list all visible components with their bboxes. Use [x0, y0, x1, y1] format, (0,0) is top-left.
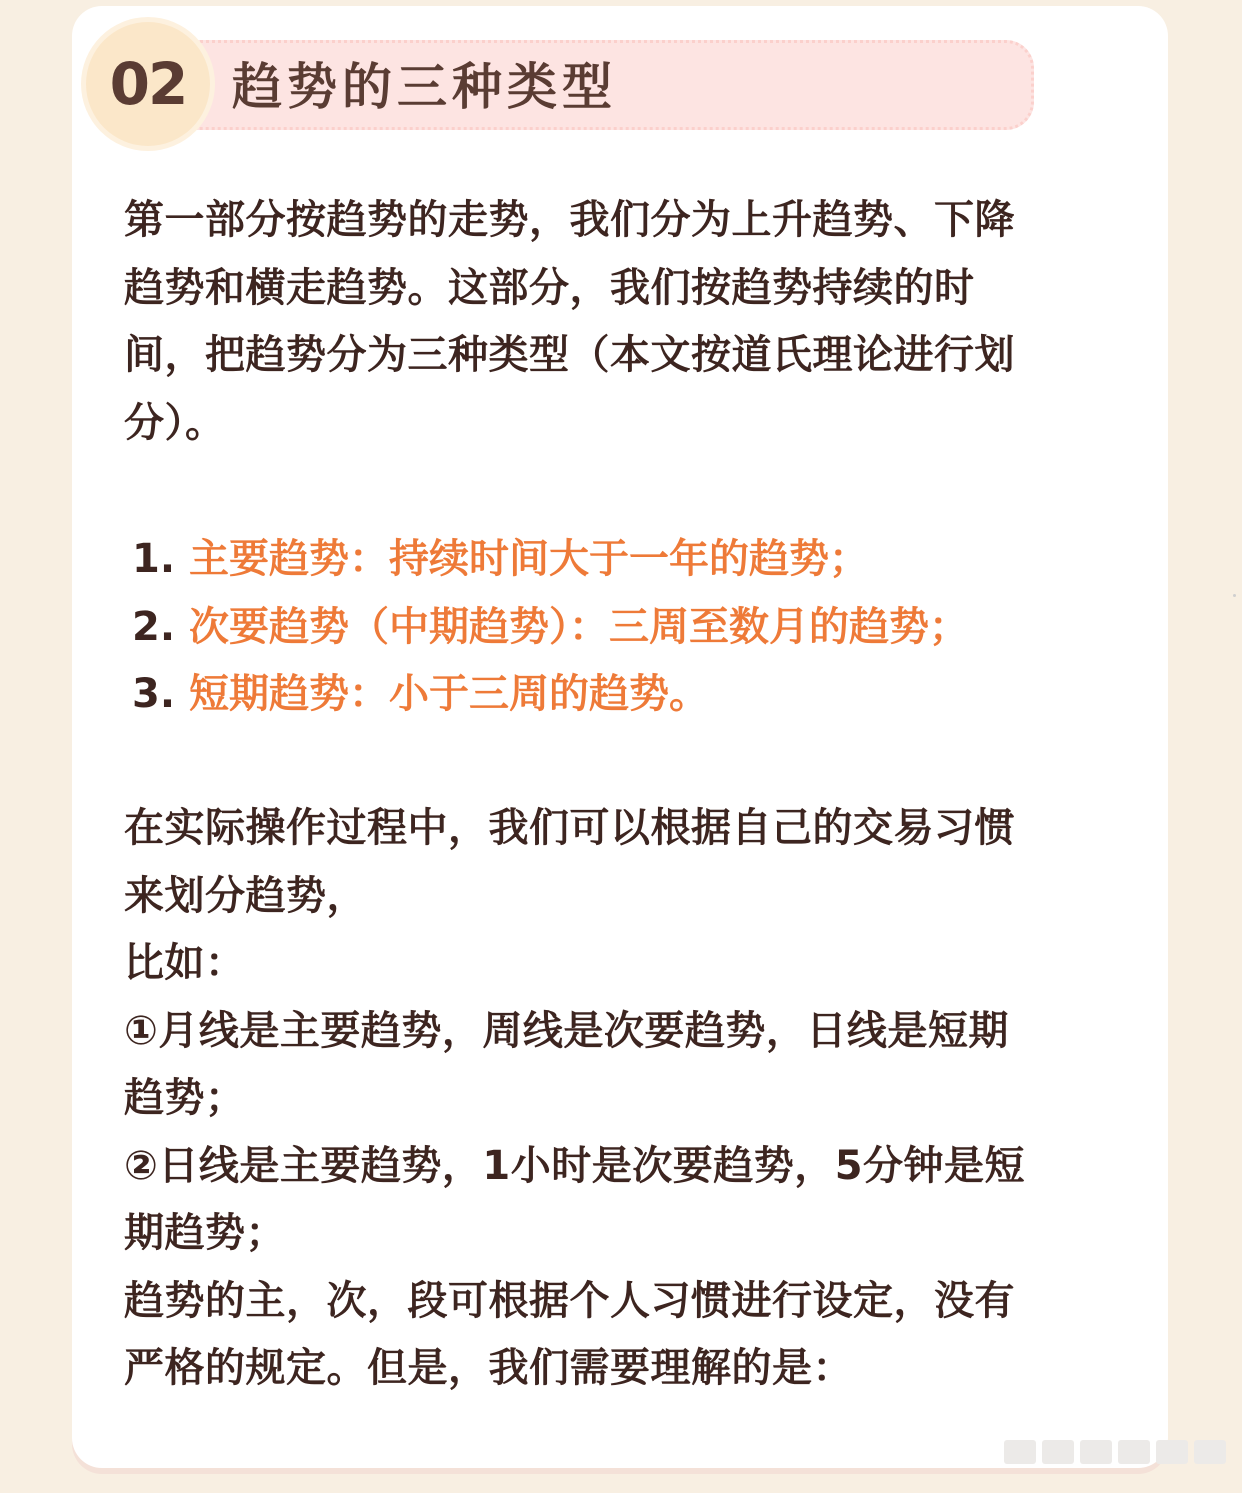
list-item-number: 1. [132, 536, 176, 582]
practice-line: 期趋势； [124, 1210, 286, 1256]
list-item-text: 短期趋势：小于三周的趋势。 [188, 671, 709, 717]
practice-line: 严格的规定。但是，我们需要理解的是： [124, 1345, 853, 1391]
trend-type-list [132, 526, 1132, 729]
practice-line: 趋势的主，次，段可根据个人习惯进行设定，没有 [124, 1277, 1015, 1324]
list-item-text: 次要趋势（中期趋势）：三周至数月的趋势； [188, 603, 969, 650]
intro-line: 第一部分按趋势的走势，我们分为上升趋势、下降 [124, 197, 1015, 243]
practice-line: 来划分趋势， [124, 872, 367, 919]
edge-dot [1233, 594, 1236, 597]
practice-paragraph [124, 795, 1124, 1403]
intro-line: 趋势和横走趋势。这部分，我们按趋势持续的时 [124, 264, 975, 311]
section-title: 趋势的三种类型 [232, 58, 617, 116]
watermark-block [1118, 1440, 1150, 1464]
practice-line: 趋势； [124, 1075, 246, 1121]
list-item-number: 3. [132, 671, 176, 717]
list-item-text: 主要趋势：持续时间大于一年的趋势； [188, 536, 869, 582]
list-item [132, 526, 1132, 594]
section-number-badge: 02 [86, 22, 210, 146]
practice-line: ①月线是主要趋势，周线是次要趋势，日线是短期 [124, 1007, 1009, 1054]
intro-paragraph [124, 187, 1124, 457]
intro-line: 间，把趋势分为三种类型（本文按道氏理论进行划 [124, 332, 1015, 378]
watermark-block [1042, 1440, 1074, 1464]
list-item [132, 594, 1132, 662]
watermark-block [1156, 1440, 1188, 1464]
practice-line: 在实际操作过程中，我们可以根据自己的交易习惯 [124, 805, 1015, 851]
list-item-number: 2. [132, 603, 176, 650]
list-item [132, 661, 1132, 729]
watermark-block [1080, 1440, 1112, 1464]
practice-line: 比如： [124, 940, 246, 986]
intro-line: 分）。 [124, 399, 226, 446]
watermark-block [1194, 1440, 1226, 1464]
watermark-placeholder [996, 1440, 1226, 1464]
watermark-block [1004, 1440, 1036, 1464]
practice-line: ②日线是主要趋势，1小时是次要趋势，5分钟是短 [124, 1142, 1026, 1189]
